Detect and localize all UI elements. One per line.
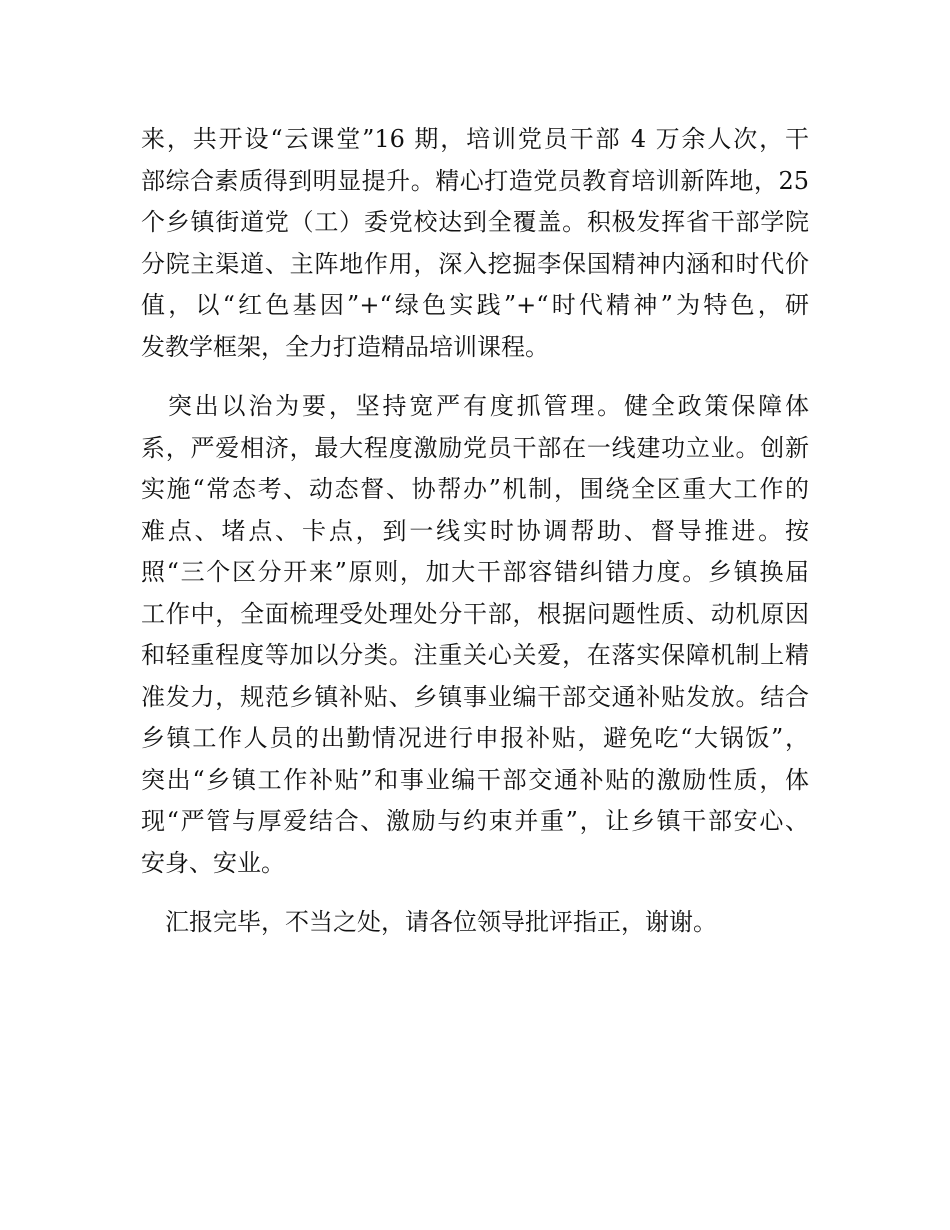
paragraph-management [141,386,809,884]
text-line: 现“严管与厚爱结合、激励与约束并重”，让乡镇干部安心、 [141,807,809,835]
paragraph-closing [141,902,809,944]
text-line: 值，以“红色基因”+“绿色实践”+“时代精神”为特色，研 [141,291,809,319]
document-body [141,119,809,944]
text-line: 突出“乡镇工作补贴”和事业编干部交通补贴的激励性质，体 [141,765,809,794]
paragraph-training [141,119,809,368]
text-line: 个乡镇街道党（工）委党校达到全覆盖。积极发挥省干部学院 [141,208,809,236]
text-line: 分院主渠道、主阵地作用，深入挖掘李保国精神内涵和时代价 [141,249,809,278]
text-line: 难点、堵点、卡点，到一线实时协调帮助、督导推进。按 [141,516,809,545]
text-line: 系，严爱相济，最大程度激励党员干部在一线建功立业。创新 [141,433,809,462]
text-line: 安身、安业。 [141,848,285,877]
text-line: 发教学框架，全力打造精品培训课程。 [141,332,549,361]
text-line: 乡镇工作人员的出勤情况进行申报补贴，避免吃“大锅饭”， [141,724,809,752]
text-line: 部综合素质得到明显提升。精心打造党员教育培训新阵地，25 [141,166,809,195]
text-line: 和轻重程度等加以分类。注重关心关爱，在落实保障机制上精 [141,641,809,669]
text-line: 准发力，规范乡镇补贴、乡镇事业编干部交通补贴发放。结合 [141,682,809,711]
text-line: 实施“常态考、动态督、协帮办”机制，围绕全区重大工作的 [141,475,809,503]
text-line: 工作中，全面梳理受处理处分干部，根据问题性质、动机原因 [141,599,809,628]
text-line: 来，共开设“云课堂”16 期，培训党员干部 4 万余人次，干 [141,125,809,153]
text-line: 汇报完毕，不当之处，请各位领导批评指正，谢谢。 [141,908,717,936]
text-line: 突出以治为要，坚持宽严有度抓管理。健全政策保障体 [141,392,809,420]
text-line: 照“三个区分开来”原则，加大干部容错纠错力度。乡镇换届 [141,558,809,586]
